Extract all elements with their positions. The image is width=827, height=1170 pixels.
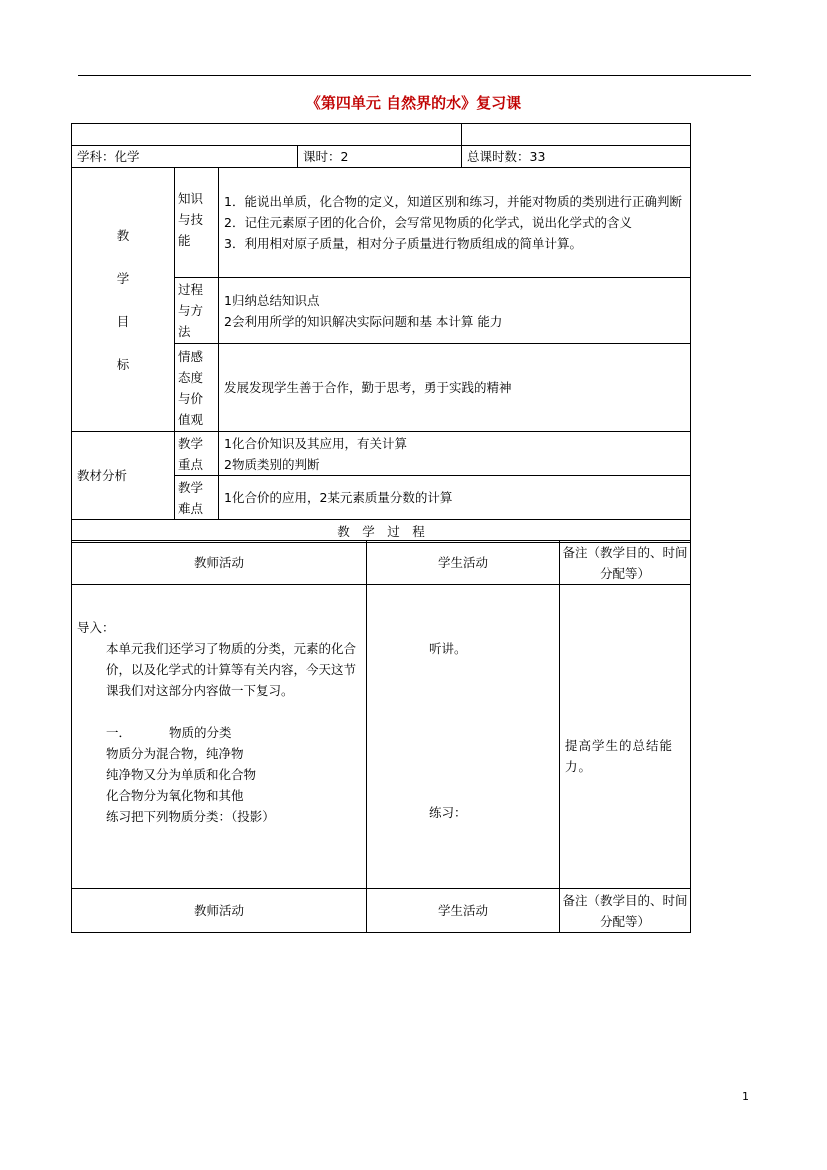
total-hours-cell: 总课时数：33 <box>462 146 691 168</box>
emotion-text: 发展发现学生善于合作，勤于思考，勇于实践的精神 <box>219 344 691 432</box>
page-title: 《第四单元 自然界的水》复习课 <box>305 94 522 112</box>
class-hours-cell: 课时：2 <box>298 146 462 168</box>
knowledge-items: 1．能说出单质，化合物的定义，知道区别和练习，并能对物质的类别进行正确判断 2．记住元素原子团的化合价，会写常见物质的化学式，说出化学式的含义 3．利用相对原子质量，相对分子质量进行物质组成的简单计算。 <box>219 168 691 278</box>
teacher-content <box>72 585 367 889</box>
page-number: 1 <box>742 1090 749 1103</box>
student-content <box>367 585 560 889</box>
teacher-header: 教师活动 <box>72 541 367 585</box>
analysis-label: 教材分析 <box>72 432 175 520</box>
header-rule <box>78 75 751 76</box>
difficult-text: 1化合价的应用，2某元素质量分数的计算 <box>219 476 691 520</box>
process-heading: 教 学 过 程 <box>72 520 691 543</box>
notes-header: 备注（教学目的、时间分配等） <box>560 541 691 585</box>
emotion-label: 情感态度与价值观 <box>175 344 219 432</box>
process-label: 过程与方法 <box>175 278 219 344</box>
section-heading: 一． 物质的分类 <box>106 725 232 740</box>
notes-content: 提高学生的总结能力。 <box>560 585 691 889</box>
process-items: 1归纳总结知识点 2会利用所学的知识解决实际问题和基 本计算 能力 <box>219 278 691 344</box>
objectives-label: 教 学 目 标 <box>72 168 175 432</box>
practice-text: 练习： <box>429 805 467 820</box>
intro-label: 导入： <box>77 620 115 635</box>
section-line: 纯净物又分为单质和化合物 <box>106 767 257 782</box>
section-line: 练习把下列物质分类：（投影） <box>106 809 275 824</box>
intro-text: 本单元我们还学习了物质的分类，元素的化合价，以及化学式的计算等有关内容，今天这节课我们对这部分内容做一下复习。 <box>106 641 357 698</box>
teacher-header: 教师活动 <box>72 889 367 933</box>
teaching-process-table <box>71 540 691 933</box>
key-label: 教学重点 <box>175 432 219 476</box>
blank-cell <box>462 124 691 146</box>
section-line: 化合物分为氧化物和其他 <box>106 788 244 803</box>
section-line: 物质分为混合物，纯净物 <box>106 746 244 761</box>
blank-cell <box>72 124 462 146</box>
listen-text: 听讲。 <box>429 641 467 656</box>
difficult-label: 教学难点 <box>175 476 219 520</box>
key-items: 1化合价知识及其应用，有关计算 2物质类别的判断 <box>219 432 691 476</box>
subject-cell: 学科：化学 <box>72 146 298 168</box>
notes-header: 备注（教学目的、时间分配等） <box>560 889 691 933</box>
student-header: 学生活动 <box>367 541 560 585</box>
student-header: 学生活动 <box>367 889 560 933</box>
lesson-info-table <box>71 123 691 543</box>
knowledge-label: 知识与技能 <box>175 168 219 278</box>
